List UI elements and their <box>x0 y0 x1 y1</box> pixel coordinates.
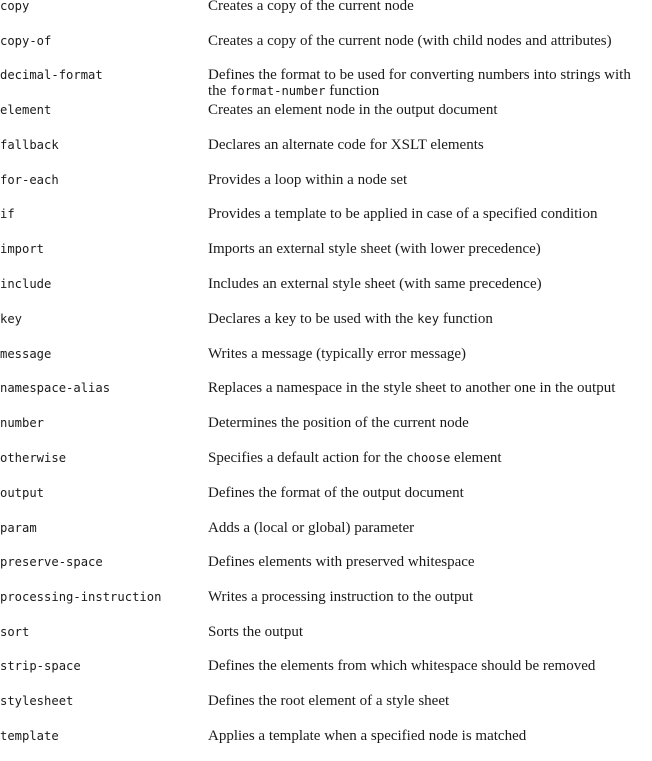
table-row <box>0 693 652 709</box>
table-row <box>0 241 652 257</box>
table-row <box>0 206 652 222</box>
element-description: Defines the root element of a style sheet <box>208 693 450 709</box>
element-name: element <box>0 103 52 117</box>
element-description <box>208 450 652 466</box>
element-name: fallback <box>0 138 59 152</box>
table-row <box>0 520 652 536</box>
element-description: Creates a copy of the current node <box>208 0 414 14</box>
element-description <box>208 311 652 327</box>
table-row <box>0 380 652 396</box>
inline-code: format-number <box>230 84 326 98</box>
element-name: otherwise <box>0 451 67 465</box>
element-description: Writes a processing instruction to the output <box>208 589 474 605</box>
element-description: Applies a template when a specified node is matched <box>208 728 527 744</box>
element-description: Sorts the output <box>208 624 304 640</box>
element-description: Adds a (local or global) parameter <box>208 520 415 536</box>
table-row <box>0 67 652 99</box>
table-row <box>0 137 652 153</box>
table-row <box>0 346 652 362</box>
element-description: Creates a copy of the current node (with child nodes and attributes) <box>208 33 612 49</box>
element-name: copy-of <box>0 34 52 48</box>
description-text: the <box>208 83 231 99</box>
table-row <box>0 33 652 49</box>
element-description: Determines the position of the current node <box>208 415 469 431</box>
element-name: template <box>0 729 59 743</box>
element-description: Declares an alternate code for XSLT elements <box>208 137 484 153</box>
description-text: function <box>325 83 380 99</box>
element-name: processing-instruction <box>0 590 162 604</box>
table-row <box>0 311 652 327</box>
element-name: sort <box>0 625 30 639</box>
element-name: copy <box>0 0 30 13</box>
element-description <box>208 67 652 99</box>
element-name: output <box>0 486 45 500</box>
element-description: Provides a template to be applied in case of a specified condition <box>208 206 598 222</box>
table-row <box>0 102 652 118</box>
table-row <box>0 0 652 14</box>
element-description: Defines elements with preserved whitespace <box>208 554 475 570</box>
description-text: element <box>450 450 502 466</box>
description-text: Specifies a default action for the <box>208 450 407 466</box>
element-description: Writes a message (typically error message) <box>208 346 467 362</box>
element-description: Replaces a namespace in the style sheet to another one in the output <box>208 380 616 396</box>
element-name: key <box>0 312 23 326</box>
description-line-2 <box>208 83 652 99</box>
element-name: strip-space <box>0 659 81 673</box>
element-name: number <box>0 416 45 430</box>
element-description: Creates an element node in the output document <box>208 102 498 118</box>
element-name: message <box>0 347 52 361</box>
element-description: Defines the elements from which whitespace should be removed <box>208 658 596 674</box>
inline-code: key <box>417 312 440 326</box>
table-row <box>0 624 652 640</box>
table-row <box>0 485 652 501</box>
table-row <box>0 450 652 466</box>
element-name: if <box>0 207 15 221</box>
element-description: Includes an external style sheet (with same precedence) <box>208 276 542 292</box>
table-row <box>0 728 652 744</box>
description-line-1: Defines the format to be used for converting numbers into strings with <box>208 67 631 83</box>
table-row <box>0 276 652 292</box>
description-text: Declares a key to be used with the <box>208 311 418 327</box>
element-name: decimal-format <box>0 68 103 82</box>
element-description: Imports an external style sheet (with lower precedence) <box>208 241 541 257</box>
element-description: Provides a loop within a node set <box>208 172 408 188</box>
description-text: function <box>439 311 493 327</box>
table-row <box>0 658 652 674</box>
element-name: namespace-alias <box>0 381 111 395</box>
element-name: stylesheet <box>0 694 74 708</box>
inline-code: choose <box>406 451 451 465</box>
element-name: preserve-space <box>0 555 103 569</box>
table-row <box>0 415 652 431</box>
element-name: param <box>0 521 37 535</box>
element-description: Defines the format of the output document <box>208 485 464 501</box>
element-name: include <box>0 277 52 291</box>
table-row <box>0 554 652 570</box>
table-row <box>0 172 652 188</box>
table-row <box>0 589 652 605</box>
element-name: for-each <box>0 173 59 187</box>
element-name: import <box>0 242 45 256</box>
